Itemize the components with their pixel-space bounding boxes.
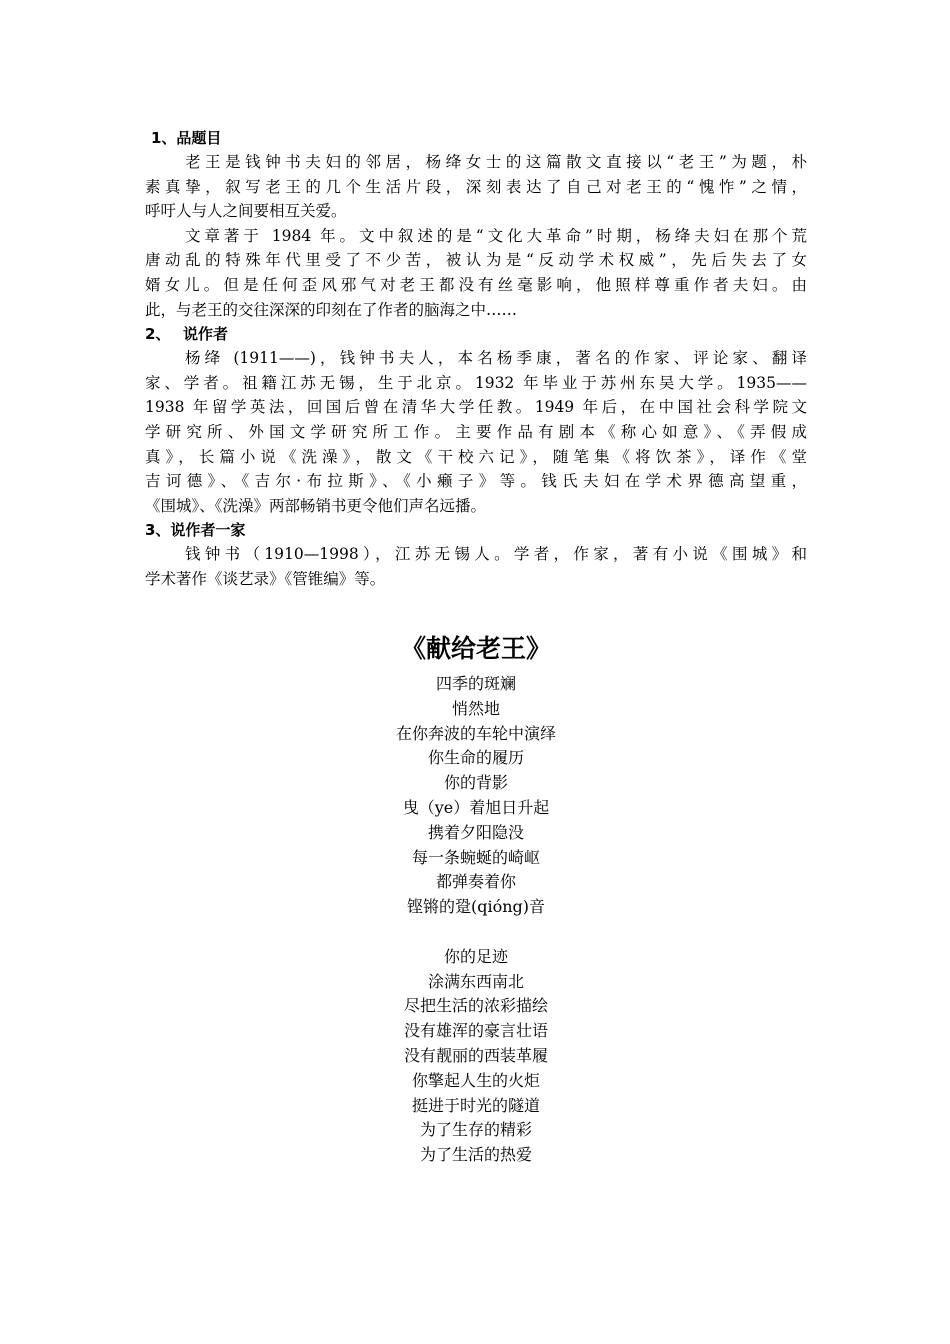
section-number: 2、 xyxy=(145,325,171,344)
paragraph-author-bio xyxy=(145,346,807,518)
poem-line: 每一条蜿蜒的崎岖 xyxy=(411,847,540,867)
text-line: 婿女儿。但是任何歪风邪气对老王都没有丝毫影响，他照样尊重作者夫妇。由 xyxy=(145,275,807,294)
poem-line: 曳（ye）着旭日升起 xyxy=(402,797,550,817)
section-heading-title: 1、品题目 xyxy=(151,129,222,147)
poem-line: 携着夕阳隐没 xyxy=(427,822,524,842)
poem-line: 四季的斑斓 xyxy=(435,674,516,693)
text-line: 学术著作《谈艺录》《管锥编》等。 xyxy=(145,569,386,588)
poem-line: 尽把生活的浓彩描绘 xyxy=(403,996,548,1016)
text-line: 文章著于 1984 年。文中叙述的是“文化大革命”时期，杨绛夫妇在那个荒 xyxy=(185,226,807,245)
poem-line: 都弹奏着你 xyxy=(435,872,516,892)
poem-stanza-1 xyxy=(145,672,807,920)
paragraph-intro xyxy=(145,150,807,224)
text-line: 《围城》、《洗澡》两部畅销书更令他们声名远播。 xyxy=(145,496,487,515)
stanza-gap xyxy=(145,920,807,945)
poem-stanza-2 xyxy=(145,945,807,1168)
poem-line: 挺进于时光的隧道 xyxy=(411,1095,540,1115)
text-line: 老王是钱钟书夫妇的邻居，杨绛女士的这篇散文直接以“老王”为题，朴 xyxy=(185,153,807,171)
poem-line: 你生命的履历 xyxy=(427,748,524,768)
text-line: 素真挚，叙写老王的几个生活片段，深刻表达了自己对老王的“愧怍”之情， xyxy=(145,177,807,196)
document-body xyxy=(145,126,807,592)
section-heading-family: 3、说作者一家 xyxy=(145,521,246,540)
poem-line: 没有雄浑的豪言壮语 xyxy=(403,1021,548,1041)
text-line: 吉诃德》、《吉尔·布拉斯》、《小癞子》等。钱氏夫妇在学术界德高望重， xyxy=(145,472,807,491)
poem-line: 涂满东西南北 xyxy=(427,971,524,991)
section-title: 说作者 xyxy=(183,325,229,344)
text-line: 此，与老王的交往深深的印刻在了作者的脑海之中…… xyxy=(145,300,518,319)
text-line: 唐动乱的特殊年代里受了不少苦，被认为是“反动学术权威”，先后失去了女 xyxy=(145,251,807,270)
text-line: 家、学者。祖籍江苏无锡，生于北京。1932 年毕业于苏州东吴大学。1935—— xyxy=(145,373,807,392)
paragraph-family xyxy=(145,542,807,591)
poem-line: 你的足迹 xyxy=(443,946,508,966)
poem xyxy=(145,632,807,1168)
poem-line: 在你奔波的车轮中演绎 xyxy=(395,723,556,743)
poem-line: 为了生存的精彩 xyxy=(419,1120,532,1140)
poem-line: 悄然地 xyxy=(451,698,500,718)
text-line: 1938 年留学英法，回国后曾在清华大学任教。1949 年后，在中国社会科学院文 xyxy=(145,398,807,417)
section-heading-author xyxy=(145,322,807,346)
poem-line: 你的背影 xyxy=(443,773,508,793)
text-line: 学研究所、外国文学研究所工作。主要作品有剧本《称心如意》、《弄假成 xyxy=(145,422,807,441)
text-line: 杨绛 (1911——)，钱钟书夫人，本名杨季康，著名的作家、评论家、翻译 xyxy=(185,349,807,368)
poem-line: 你擎起人生的火炬 xyxy=(411,1070,540,1090)
poem-line: 为了生活的热爱 xyxy=(419,1145,532,1165)
text-line: 钱钟书（1910—1998），江苏无锡人。学者，作家，著有小说《围城》和 xyxy=(185,545,807,564)
paragraph-background xyxy=(145,224,807,322)
poem-title: 《献给老王》 xyxy=(400,634,551,663)
text-line: 真》，长篇小说《洗澡》，散文《干校六记》，随笔集《将饮茶》，译作《堂 xyxy=(145,447,807,466)
poem-line: 没有靓丽的西装革履 xyxy=(403,1045,548,1065)
text-line: 呼吁人与人之间要相互关爱。 xyxy=(145,202,347,221)
poem-line: 铿锵的跫(qióng)音 xyxy=(406,897,546,917)
